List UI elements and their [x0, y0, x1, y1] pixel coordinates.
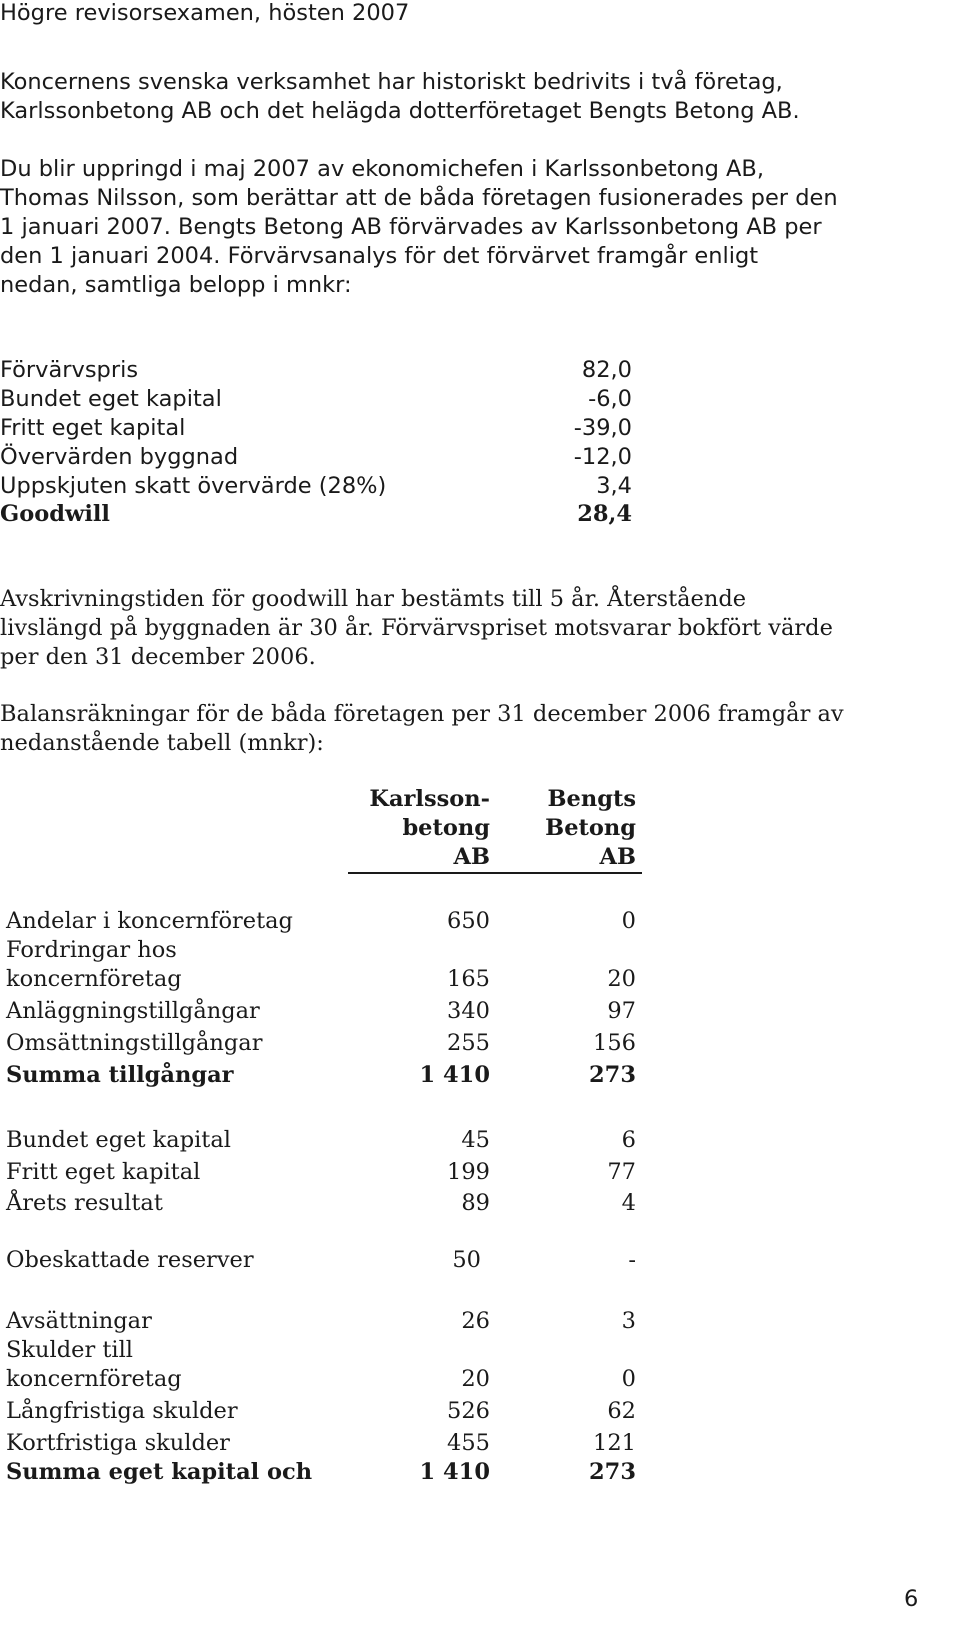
acq-goodwill-label: Goodwill — [0, 501, 110, 527]
table-row-label: Fritt eget kapital — [6, 1159, 201, 1185]
table-cell-bengts: 6 — [621, 1127, 636, 1153]
table-row-label: Omsättningstillgångar — [6, 1030, 263, 1056]
intro-p2-line-3: 1 januari 2007. Bengts Betong AB förvärvades av Karlssonbetong AB per — [0, 214, 822, 240]
table-cell-karlsson: 89 — [461, 1190, 490, 1216]
acq-value: 3,4 — [596, 473, 632, 499]
table-cell-bengts: 121 — [593, 1430, 636, 1456]
acq-goodwill-value: 28,4 — [577, 501, 632, 527]
table-row-label: Avsättningar — [6, 1308, 152, 1334]
acq-value: -12,0 — [573, 444, 632, 470]
table-total-label: Summa tillgångar — [6, 1062, 234, 1088]
table-row-label: Kortfristiga skulder — [6, 1430, 230, 1456]
intro-p1-line-1: Koncernens svenska verksamhet har historiskt bedrivits i två företag, — [0, 69, 783, 95]
table-total-bengts: 273 — [589, 1062, 636, 1088]
table-row-label: Bundet eget kapital — [6, 1127, 231, 1153]
table-cell-bengts: 0 — [621, 908, 636, 934]
table-cell-bengts: 4 — [621, 1190, 636, 1216]
table-row-label: koncernföretag — [6, 966, 182, 992]
table-cell-bengts: 0 — [621, 1366, 636, 1392]
acq-value: -6,0 — [588, 386, 632, 412]
table-cell-karlsson: 20 — [461, 1366, 490, 1392]
header-underline — [348, 872, 642, 874]
table-row-label: Anläggningstillgångar — [6, 998, 260, 1024]
table-row-label: Obeskattade reserver — [6, 1247, 254, 1273]
table-row-label: Fordringar hos — [6, 937, 177, 963]
intro-p2-line-1: Du blir uppringd i maj 2007 av ekonomichefen i Karlssonbetong AB, — [0, 156, 765, 182]
table-row-label: Årets resultat — [6, 1190, 163, 1216]
table-cell-karlsson: 45 — [461, 1127, 490, 1153]
table-total-karlsson: 1 410 — [419, 1062, 490, 1088]
balance-intro-line-2: nedanstående tabell (mnkr): — [0, 730, 324, 756]
acq-label: Förvärvspris — [0, 357, 139, 383]
table-cell-bengts: 77 — [607, 1159, 636, 1185]
table-total-label: Summa eget kapital och — [6, 1459, 313, 1485]
col-header-karlsson: Karlsson- — [369, 786, 490, 812]
table-row-label: Långfristiga skulder — [6, 1398, 238, 1424]
note-line-3: per den 31 december 2006. — [0, 644, 316, 670]
col-header-karlsson: AB — [453, 844, 490, 870]
intro-p2-line-2: Thomas Nilsson, som berättar att de båda företagen fusionerades per den — [0, 185, 838, 211]
table-cell-karlsson: 255 — [447, 1030, 490, 1056]
table-cell-karlsson: 455 — [447, 1430, 490, 1456]
col-header-bengts: Bengts — [547, 786, 636, 812]
table-cell-bengts: 97 — [607, 998, 636, 1024]
col-header-karlsson: betong — [402, 815, 490, 841]
intro-p1-line-2: Karlssonbetong AB och det helägda dotterföretaget Bengts Betong AB. — [0, 98, 800, 124]
table-cell-karlsson: 340 — [447, 998, 490, 1024]
note-line-1: Avskrivningstiden för goodwill har bestämts till 5 år. Återstående — [0, 586, 747, 612]
table-cell-bengts: 3 — [621, 1308, 636, 1334]
balance-intro-line-1: Balansräkningar för de båda företagen per 31 december 2006 framgår av — [0, 701, 844, 727]
acq-label: Övervärden byggnad — [0, 444, 239, 470]
col-header-bengts: Betong — [545, 815, 636, 841]
table-row-label: Andelar i koncernföretag — [6, 908, 293, 934]
table-row-label: Skulder till — [6, 1337, 133, 1363]
table-cell-bengts: 62 — [607, 1398, 636, 1424]
table-cell-bengts: 156 — [593, 1030, 636, 1056]
table-cell-karlsson: 199 — [447, 1159, 490, 1185]
acq-label: Fritt eget kapital — [0, 415, 186, 441]
acq-value: -39,0 — [573, 415, 632, 441]
intro-p2-line-5: nedan, samtliga belopp i mnkr: — [0, 272, 352, 298]
col-header-bengts: AB — [599, 844, 636, 870]
intro-p2-line-4: den 1 januari 2004. Förvärvsanalys för det förvärvet framgår enligt — [0, 243, 759, 269]
table-cell-karlsson: 165 — [447, 966, 490, 992]
table-cell-bengts: - — [628, 1247, 636, 1273]
table-cell-karlsson: 26 — [461, 1308, 490, 1334]
acq-value: 82,0 — [581, 357, 632, 383]
page-number: 6 — [904, 1586, 919, 1612]
table-row-label: koncernföretag — [6, 1366, 182, 1392]
table-total-bengts: 273 — [589, 1459, 636, 1485]
table-cell-karlsson: 50 — [452, 1247, 481, 1273]
table-cell-karlsson: 650 — [447, 908, 490, 934]
document-header: Högre revisorsexamen, hösten 2007 — [0, 0, 410, 26]
table-total-karlsson: 1 410 — [419, 1459, 490, 1485]
acq-label: Bundet eget kapital — [0, 386, 222, 412]
table-cell-karlsson: 526 — [447, 1398, 490, 1424]
note-line-2: livslängd på byggnaden är 30 år. Förvärvspriset motsvarar bokfört värde — [0, 615, 833, 641]
acq-label: Uppskjuten skatt övervärde (28%) — [0, 473, 387, 499]
table-cell-bengts: 20 — [607, 966, 636, 992]
